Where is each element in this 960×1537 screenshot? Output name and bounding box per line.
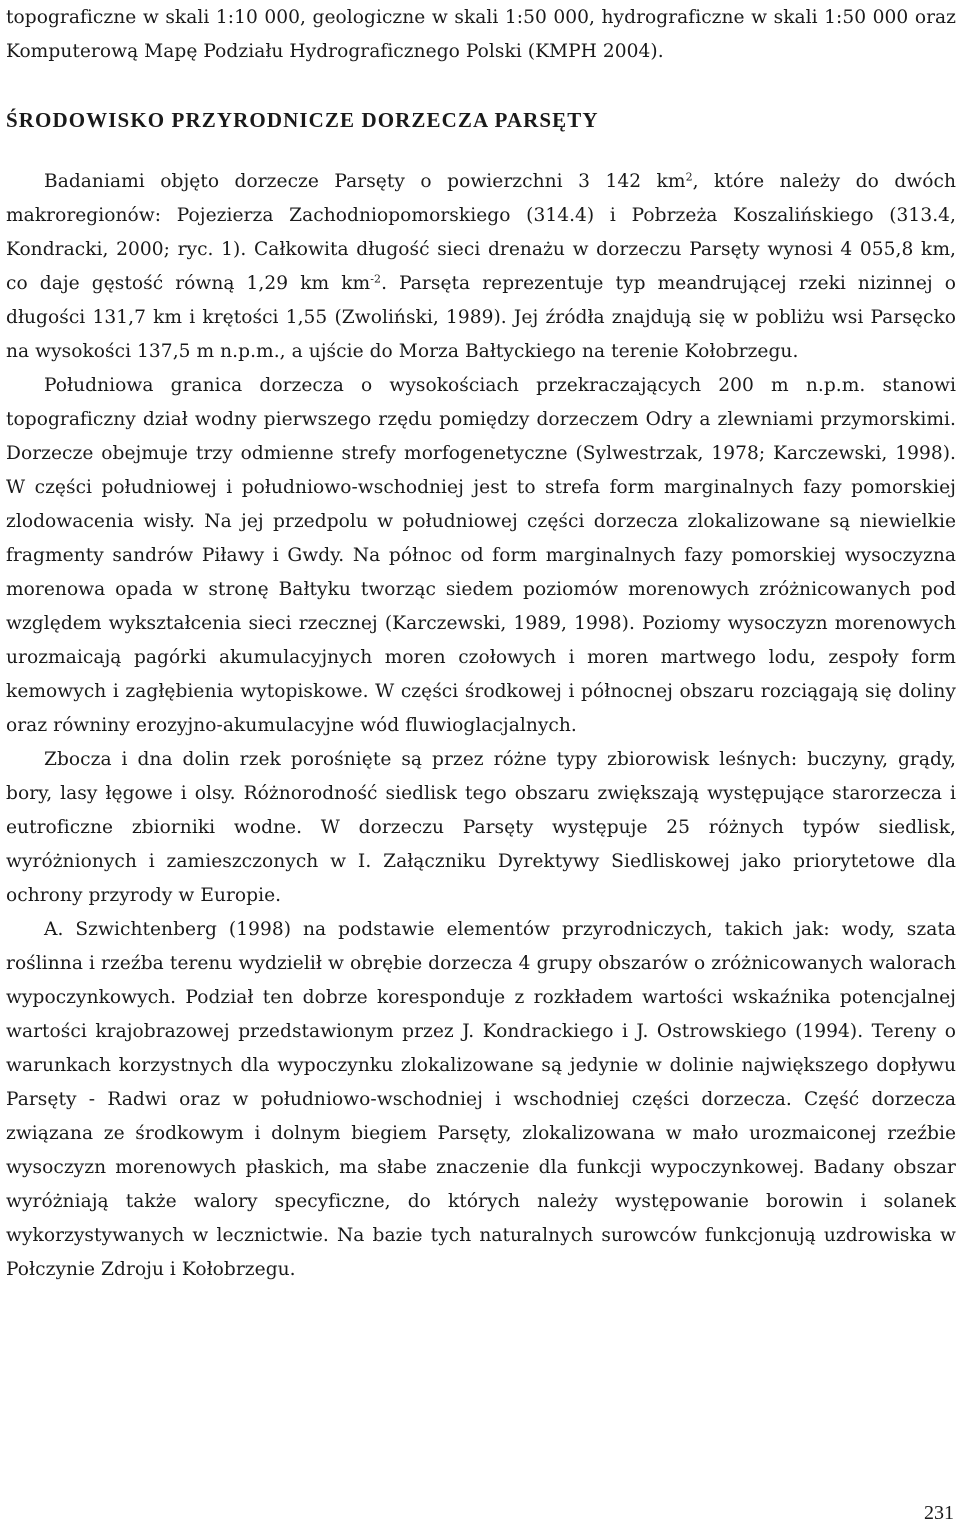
paragraph-study-area xyxy=(6,165,956,369)
p1-part-c: . Parsęta reprezentuje typ meandrującej rzeki nizinnej o długości 131,7 km i krętości 1,55 (Zwoliński, 1989). Jej źródła znajdują się w pobliżu wsi Parsęcko na wysokości 137,5 m n.p.m., a ujście do Morza Bałtyckiego na terenie Kołobrzegu. xyxy=(6,273,956,362)
intro-paragraph-tail: topograficzne w skali 1:10 000, geologiczne w skali 1:50 000, hydrograficzne w skali 1:50 000 oraz Komputerową Mapę Podziału Hydrograficznego Polski (KMPH 2004). xyxy=(6,7,956,62)
p1-superscript-density: -2 xyxy=(370,272,382,286)
paragraph-recreation: A. Szwichtenberg (1998) na podstawie elementów przyrodniczych, takich jak: wody, szata roślinna i rzeźba terenu wydzielił w obrębie dorzecza 4 grupy obszarów o zróżnicowanych walorach wypoczynkowych. Podział ten dobrze koresponduje z rozkładem wartości wskaźnika potencjalnej wartości krajobrazowej przedstawionym przez J. Kondrackiego i J. Ostrowskiego (1994). Tereny o warunkach korzystnych dla wypoczynku zlokalizowane są jedynie w dolinie największego dopływu Parsęty - Radwi oraz w południowo-wschodniej i wschodniej części dorzecza. Część dorzecza związana ze środkowym i dolnym biegiem Parsęty, zlokalizowana w mało urozmaiconej rzeźbie wysoczyzn morenowych płaskich, ma słabe znaczenie dla funkcji wypoczynkowej. Badany obszar wyróżniają także walory specyficzne, do których należy występowanie borowin i solanek wykorzystywanych w lecznictwie. Na bazie tych naturalnych surowców funkcjonują uzdrowiska w Połczynie Zdroju i Kołobrzegu. xyxy=(6,919,956,1280)
paragraph-morphology: Południowa granica dorzecza o wysokościach przekraczających 200 m n.p.m. stanowi topograficzny dział wodny pierwszego rzędu pomiędzy dorzeczem Odry a zlewniami przymorskimi. Dorzecze obejmuje trzy odmienne strefy morfogenetyczne (Sylwestrzak, 1978; Karczewski, 1998). W części południowej i południowo-wschodniej jest to strefa form marginalnych fazy pomorskiej zlodowacenia wisły. Na jej przedpolu w południowej części dorzecza zlokalizowane są niewielkie fragmenty sandrów Piławy i Gwdy. Na północ od form marginalnych fazy pomorskiej wysoczyzna morenowa opada w stronę Bałtyku tworząc siedem poziomów morenowych zróżnicowanych pod względem wykształcenia sieci rzecznej (Karczewski, 1989, 1998). Poziomy wysoczyzn morenowych urozmaicają pagórki akumulacyjnych moren czołowych i moren martwego lodu, zespoły form kemowych i zagłębienia wytopiskowe. W części środkowej i północnej obszaru rozciągają się doliny oraz równiny erozyjno-akumulacyjne wód fluwioglacjalnych. xyxy=(6,375,956,736)
document-page xyxy=(6,0,956,1287)
p1-superscript-area: 2 xyxy=(685,170,693,184)
section-heading: ŚRODOWISKO PRZYRODNICZE DORZECZA PARSĘTY xyxy=(6,108,599,132)
paragraph-vegetation: Zbocza i dna dolin rzek porośnięte są przez różne typy zbiorowisk leśnych: buczyny, grądy, bory, lasy łęgowe i olsy. Różnorodność siedlisk tego obszaru zwiększają występujące starorzecza i eutroficzne zbiorniki wodne. W dorzeczu Parsęty występuje 25 różnych typów siedlisk, wyróżnionych i zamieszczonych w I. Załączniku Dyrektywy Siedliskowej jako priorytetowe dla ochrony przyrody w Europie. xyxy=(6,749,956,906)
p1-part-a: Badaniami objęto dorzecze Parsęty o powierzchni 3 142 km xyxy=(44,171,686,192)
page-number: 231 xyxy=(924,1502,954,1524)
p1-part-b: , które należy do dwóch makroregionów: Pojezierza Zachodniopomorskiego (314.4) i Pobrzeża Koszalińskiego (313.4, Kondracki, 2000; ryc. 1). Całkowita długość sieci drenażu w dorzeczu Parsęty wynosi 4 055,8 km, co daje gęstość równą 1,29 km km xyxy=(6,171,956,294)
